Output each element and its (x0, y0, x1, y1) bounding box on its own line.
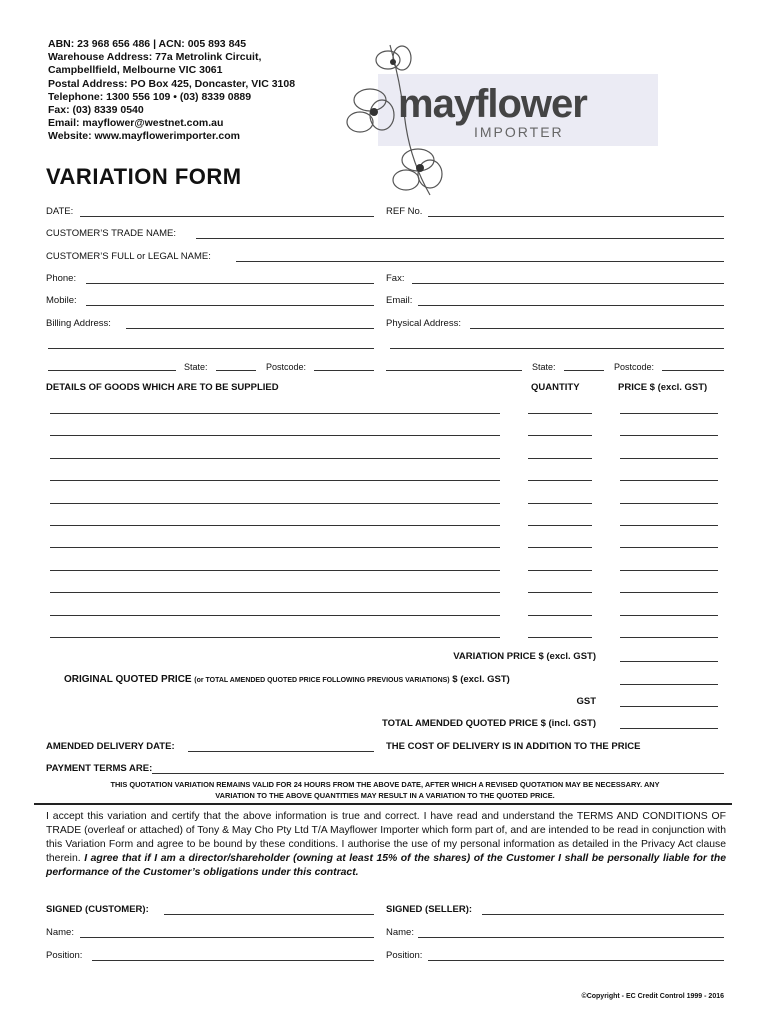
abn-acn: ABN: 23 968 656 486 | ACN: 005 893 845 (48, 38, 247, 50)
amended-delivery-field[interactable] (188, 751, 374, 752)
copyright-footer: ©Copyright - EC Credit Control 1999 - 2016 (581, 993, 724, 1000)
warehouse-address-2: Campbellfield, Melbourne VIC 3061 (48, 64, 223, 77)
goods-description-field[interactable] (50, 570, 500, 571)
billing-suburb-field[interactable] (48, 370, 176, 371)
physical-postcode-label: Postcode: (614, 362, 655, 372)
gst-label: GST (576, 696, 596, 707)
goods-price-field[interactable] (620, 435, 718, 436)
trade-name-label: CUSTOMER’S TRADE NAME: (46, 228, 177, 239)
fax-number: Fax: (03) 8339 0540 (48, 104, 144, 117)
goods-price-field[interactable] (620, 458, 718, 459)
section-divider (34, 803, 732, 805)
validity-notice-line-2: VARIATION TO THE ABOVE QUANTITIES MAY RESULT IN A VARIATION TO THE QUOTED PRICE. (215, 791, 555, 800)
trade-name-field[interactable] (196, 238, 724, 239)
goods-description-field[interactable] (50, 413, 500, 414)
logo-wordmark: mayflower (398, 82, 587, 126)
seller-position-label: Position: (386, 950, 423, 961)
email-address: Email: mayflower@westnet.com.au (48, 117, 224, 130)
quantity-header: QUANTITY (531, 382, 580, 393)
billing-address-label: Billing Address: (46, 318, 111, 329)
agreement-paragraph (46, 810, 726, 880)
goods-price-field[interactable] (620, 480, 718, 481)
amended-delivery-label: AMENDED DELIVERY DATE: (46, 741, 175, 752)
goods-description-field[interactable] (50, 615, 500, 616)
physical-address-line-2[interactable] (390, 348, 724, 349)
billing-address-field[interactable] (126, 328, 374, 329)
billing-postcode-label: Postcode: (266, 362, 307, 372)
email-field[interactable] (418, 305, 724, 306)
total-price-label: TOTAL AMENDED QUOTED PRICE $ (incl. GST) (382, 718, 596, 729)
billing-state-label: State: (184, 362, 208, 372)
agreement-liability-text: I agree that if I am a director/shareholder (owning at least 15% of the shares) of the Customer I shall be personally liable for the performance of the Customer’s obligations under this contract. (46, 853, 726, 878)
validity-notice-line-1: THIS QUOTATION VARIATION REMAINS VALID FOR 24 HOURS FROM THE ABOVE DATE, AFTER WHICH A REVISED QUOTATION MAY BE NECESSARY. ANY (110, 780, 660, 789)
customer-position-field[interactable] (92, 960, 374, 961)
goods-description-field[interactable] (50, 435, 500, 436)
fax-field[interactable] (412, 283, 724, 284)
original-price-bold: ORIGINAL QUOTED PRICE (64, 674, 192, 685)
goods-description-field[interactable] (50, 458, 500, 459)
goods-quantity-field[interactable] (528, 525, 592, 526)
goods-description-field[interactable] (50, 525, 500, 526)
goods-price-field[interactable] (620, 570, 718, 571)
telephone: Telephone: 1300 556 109 • (03) 8339 0889 (48, 90, 252, 103)
goods-price-field[interactable] (620, 592, 718, 593)
ref-field[interactable] (428, 216, 724, 217)
goods-details-header: DETAILS OF GOODS WHICH ARE TO BE SUPPLIED (46, 382, 279, 393)
customer-name-field[interactable] (80, 937, 374, 938)
logo-subtitle: IMPORTER (474, 124, 564, 140)
goods-quantity-field[interactable] (528, 458, 592, 459)
physical-address-label: Physical Address: (386, 318, 461, 329)
original-price-field[interactable] (620, 684, 718, 685)
goods-quantity-field[interactable] (528, 570, 592, 571)
customer-name-label: Name: (46, 927, 74, 938)
original-price-suffix: $ (excl. GST) (452, 674, 510, 685)
customer-position-label: Position: (46, 950, 83, 961)
payment-terms-field[interactable] (152, 773, 724, 774)
email-label: Email: (386, 295, 413, 306)
phone-field[interactable] (86, 283, 374, 284)
variation-price-field[interactable] (620, 661, 718, 662)
signed-seller-label: SIGNED (SELLER): (386, 904, 473, 915)
original-price-note: (or TOTAL AMENDED QUOTED PRICE FOLLOWING PREVIOUS VARIATIONS) (194, 677, 450, 684)
goods-price-field[interactable] (620, 547, 718, 548)
billing-postcode-field[interactable] (314, 370, 374, 371)
billing-address-line-2[interactable] (48, 348, 374, 349)
date-field[interactable] (80, 216, 374, 217)
website: Website: www.mayflowerimporter.com (48, 130, 240, 143)
legal-name-label: CUSTOMER’S FULL or LEGAL NAME: (46, 251, 211, 262)
physical-state-label: State: (532, 362, 556, 372)
total-price-field[interactable] (620, 728, 718, 729)
contact-block (48, 38, 295, 144)
goods-description-field[interactable] (50, 503, 500, 504)
goods-description-field[interactable] (50, 592, 500, 593)
seller-position-field[interactable] (428, 960, 724, 961)
form-title: VARIATION FORM (46, 164, 242, 189)
goods-quantity-field[interactable] (528, 592, 592, 593)
goods-quantity-field[interactable] (528, 413, 592, 414)
phone-label: Phone: (46, 273, 77, 284)
seller-name-field[interactable] (418, 937, 724, 938)
goods-description-field[interactable] (50, 480, 500, 481)
goods-quantity-field[interactable] (528, 435, 592, 436)
goods-price-field[interactable] (620, 413, 718, 414)
mobile-field[interactable] (86, 305, 374, 306)
goods-quantity-field[interactable] (528, 480, 592, 481)
signed-seller-field[interactable] (482, 914, 724, 915)
goods-price-field[interactable] (620, 503, 718, 504)
goods-quantity-field[interactable] (528, 503, 592, 504)
physical-postcode-field[interactable] (662, 370, 724, 371)
ref-label: REF No. (386, 206, 423, 217)
goods-description-field[interactable] (50, 637, 500, 638)
goods-quantity-field[interactable] (528, 637, 592, 638)
original-price-label (64, 674, 510, 685)
variation-price-label: VARIATION PRICE $ (excl. GST) (453, 651, 596, 662)
validity-notice (40, 779, 730, 801)
payment-terms-label: PAYMENT TERMS ARE: (46, 763, 153, 774)
physical-state-field[interactable] (564, 370, 604, 371)
postal-address: Postal Address: PO Box 425, Doncaster, VIC 3108 (48, 77, 296, 90)
price-header: PRICE $ (excl. GST) (618, 382, 708, 393)
goods-price-field[interactable] (620, 525, 718, 526)
gst-field[interactable] (620, 706, 718, 707)
warehouse-address-1: Warehouse Address: 77a Metrolink Circuit, (48, 51, 262, 64)
agreement-text: I accept this variation and certify that the above information is true and correct. I have read and understand the TERMS AND CONDITIONS OF TRADE (overleaf or attached) of Tony & May Cho Pty Ltd T/A Mayflower Importer which form part of, and are intended to be read in conjunction with this Variation Form and agree to be bound by these conditions. I authorise the use of my personal information as detailed in the Privacy Act clause therein. (46, 811, 726, 864)
billing-state-field[interactable] (216, 370, 256, 371)
physical-suburb-field[interactable] (386, 370, 522, 371)
delivery-cost-note: THE COST OF DELIVERY IS IN ADDITION TO THE PRICE (386, 741, 641, 752)
mobile-label: Mobile: (46, 295, 77, 306)
physical-address-field[interactable] (470, 328, 724, 329)
goods-quantity-field[interactable] (528, 547, 592, 548)
fax-label: Fax: (386, 273, 405, 284)
signed-customer-field[interactable] (164, 914, 374, 915)
goods-price-field[interactable] (620, 615, 718, 616)
legal-name-field[interactable] (236, 261, 724, 262)
goods-description-field[interactable] (50, 547, 500, 548)
signed-customer-label: SIGNED (CUSTOMER): (46, 904, 149, 915)
seller-name-label: Name: (386, 927, 414, 938)
goods-quantity-field[interactable] (528, 615, 592, 616)
date-label: DATE: (46, 206, 74, 217)
goods-price-field[interactable] (620, 637, 718, 638)
